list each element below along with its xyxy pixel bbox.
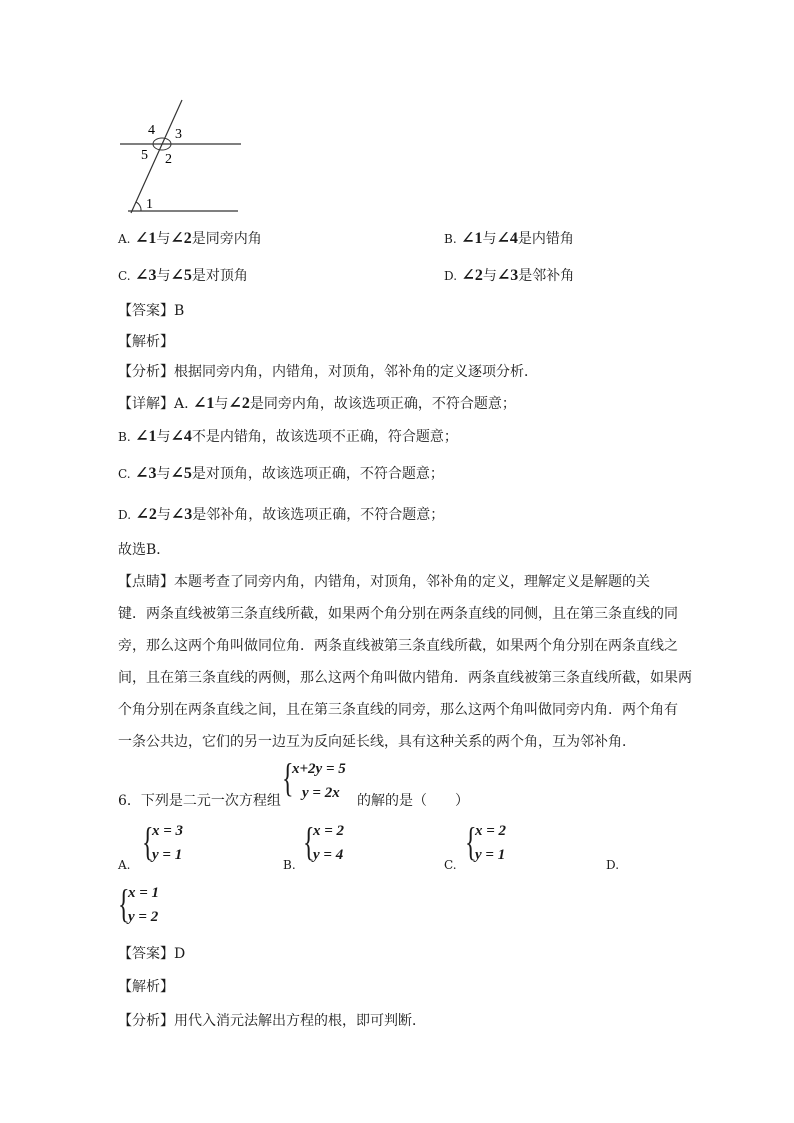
q6-option-c-letter: C. — [444, 858, 457, 872]
angle-symbol: ∠1 — [134, 230, 157, 247]
angle-symbol: ∠2 — [228, 395, 250, 412]
q6-option-a-letter: A. — [118, 858, 131, 872]
dianjing-line: 【点睛】本题考查了同旁内角，内错角，对顶角，邻补角的定义，理解定义是解题的关 — [118, 574, 650, 590]
dianjing-line: 一条公共边，它们的另一边互为反向延长线，具有这种关系的两个角，互为邻补角． — [118, 734, 636, 750]
angle-symbol: ∠3 — [170, 506, 193, 523]
fig-label-5: 5 — [141, 148, 148, 163]
q6-jiexi: 【解析】 — [118, 979, 174, 995]
angle-symbol: ∠2 — [170, 230, 192, 247]
dianjing-line: 键．两条直线被第三条直线所截，如果两个角分别在两条直线的同侧，且在第三条直线的同 — [118, 606, 678, 622]
fig-label-3: 3 — [175, 127, 182, 142]
q6-analysis: 【分析】用代入消元法解出方程的根，即可判断． — [118, 1013, 426, 1029]
q5-option-c: C. ∠3与∠5是对顶角 — [118, 267, 248, 284]
angle-symbol: ∠2 — [461, 267, 483, 284]
angle-symbol: ∠5 — [170, 465, 192, 482]
fig-label-4: 4 — [148, 123, 155, 138]
dianjing-line: 间，且在第三条直线的两侧，那么这两个角叫做内错角．两条直线被第三条直线所截，如果两 — [118, 670, 692, 686]
angle-symbol: ∠1 — [461, 230, 483, 247]
q6-option-d-letter: D. — [606, 858, 620, 872]
q5-answer: 【答案】B — [118, 303, 185, 319]
transversal-line — [131, 100, 182, 213]
q6-option-b-letter: B. — [283, 858, 296, 872]
q6-option-d-system: { x = 1 y = 2 — [118, 881, 160, 926]
q5-analysis: 【分析】根据同旁内角，内错角，对顶角，邻补角的定义逐项分析． — [118, 364, 538, 380]
q5-conclusion: 故选B． — [118, 542, 171, 558]
angle-symbol: ∠1 — [193, 395, 215, 412]
q6-option-b-system: { x = 2 y = 4 — [303, 819, 345, 864]
angle-symbol: ∠4 — [496, 230, 518, 247]
detail-line-c: C. ∠3与∠5是对顶角，故该选项正确，不符合题意； — [118, 465, 444, 482]
detail-line-b: B. ∠1与∠4不是内错角，故该选项不正确，符合题意； — [118, 428, 458, 445]
detail-line-d: D. ∠2与∠3是邻补角，故该选项正确，不符合题意； — [118, 506, 445, 523]
angle-symbol: ∠3 — [496, 267, 519, 284]
q6-option-c-system: { x = 2 y = 1 — [465, 819, 507, 864]
q6-stem-before: 6．下列是二元一次方程组 — [118, 793, 281, 809]
dianjing-line: 旁，那么这两个角叫做同位角．两条直线被第三条直线所截，如果两个角分别在两条直线之 — [118, 638, 678, 654]
q6-stem-after: 的解的是（ ） — [357, 793, 469, 809]
angle-1-arc — [136, 202, 141, 211]
detail-line-a: 【详解】A. ∠1与∠2是同旁内角，故该选项正确，不符合题意； — [118, 395, 516, 412]
q6-answer: 【答案】D — [118, 946, 186, 962]
angle-figure — [110, 95, 250, 220]
angle-symbol: ∠3 — [135, 465, 157, 482]
q5-option-a: A. ∠1与∠2是同旁内角 — [118, 230, 262, 247]
q6-equation-system: { x+2y = 5 y = 2x — [282, 755, 346, 801]
angle-symbol: ∠3 — [135, 267, 157, 284]
angle-symbol: ∠1 — [135, 428, 157, 445]
q6-option-a-system: { x = 3 y = 1 — [142, 819, 184, 864]
angle-symbol: ∠5 — [170, 267, 192, 284]
q5-option-b: B. ∠1与∠4是内错角 — [444, 230, 574, 247]
q5-jiexi: 【解析】 — [118, 334, 174, 350]
dianjing-line: 个角分别在两条直线之间，且在第三条直线的同旁，那么这两个角叫做同旁内角．两个角有 — [118, 702, 678, 718]
angle-symbol: ∠4 — [170, 428, 192, 445]
fig-label-2: 2 — [165, 152, 172, 167]
angle-symbol: ∠2 — [135, 506, 157, 523]
left-brace: { — [282, 755, 294, 800]
fig-label-1: 1 — [146, 197, 153, 212]
q5-option-d: D. ∠2与∠3是邻补角 — [444, 267, 575, 284]
